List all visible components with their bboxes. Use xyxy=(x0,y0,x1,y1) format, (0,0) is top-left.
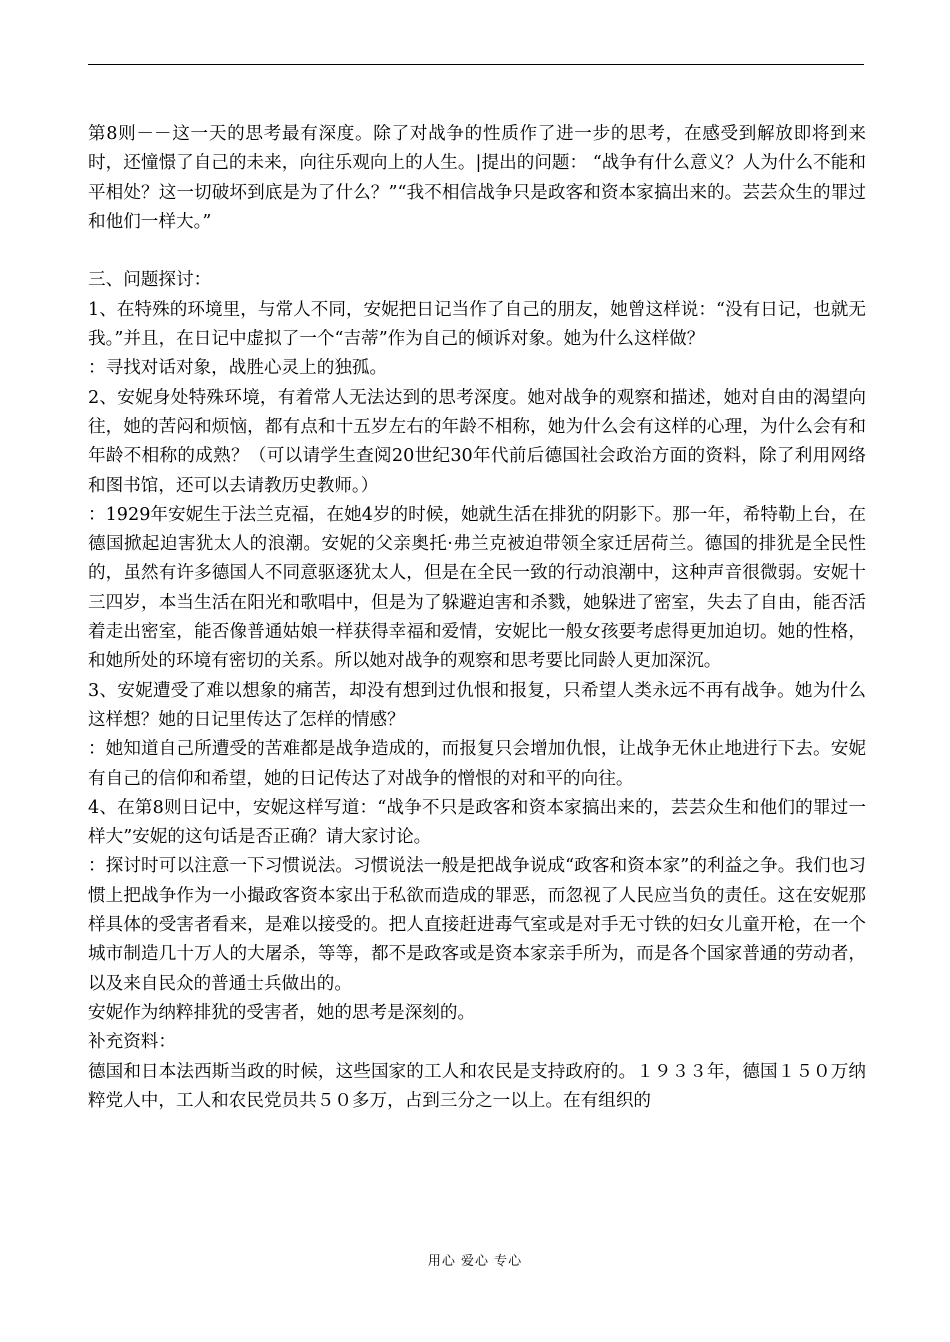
supplement-heading: 补充资料： xyxy=(88,1032,176,1053)
answer-4: ：探讨时可以注意一下习惯说法。习惯说法一般是把战争说成“政客和资本家”的利益之争。我们也习惯上把战争作为一小撮政客资本家出于私欲而造成的罪恶，而忽视了人民应当负的责任。这在安妮那样具体的受害者看来，是难以接受的。把人直接赶进毒气室或是对手无寸铁的妇女儿童开枪，在一个城市制造几十万人的大屠杀，等等，都不是政客或是资本家亲手所为，而是各个国家普通的劳动者，以及来自民众的普通士兵做出的。 xyxy=(88,856,866,994)
conclusion: 安妮作为纳粹排犹的受害者，她的思考是深刻的。 xyxy=(88,1002,476,1023)
supplement-text: 德国和日本法西斯当政的时候，这些国家的工人和农民是支持政府的。１９３３年，德国１５０万纳粹党人中，工人和农民党员共５０多万，占到三分之一以上。在有组织的 xyxy=(88,1061,866,1111)
page-footer: 用心 爱心 专心 xyxy=(427,1254,523,1269)
answer-2: ：1929年安妮生于法兰克福，在她4岁的时候，她就生活在排犹的阴影下。那一年，希特勒上台，在德国掀起迫害犹太人的浪潮。安妮的父亲奥托·弗兰克被迫带领全家迁居荷兰。德国的排犹是全民性的，虽然有许多德国人不同意驱逐犹太人，但是在全民一致的行动浪潮中，这种声音很微弱。安妮十三四岁，本当生活在阳光和歌唱中，但是为了躲避迫害和杀戮，她躲进了密室，失去了自由，能否活着走出密室，能否像普通姑娘一样获得幸福和爱情，安妮比一般女孩要考虑得更加迫切。她的性格，和她所处的环境有密切的关系。所以她对战争的观察和思考要比同龄人更加深沉。 xyxy=(88,504,866,672)
answer-1: ：寻找对话对象，战胜心灵上的独孤。 xyxy=(88,358,388,379)
document-body xyxy=(88,120,866,1116)
question-3: 3、安妮遭受了难以想象的痛苦，却没有想到过仇恨和报复，只希望人类永远不再有战争。她为什么这样想？她的日记里传达了怎样的情感？ xyxy=(88,680,866,730)
header-rule xyxy=(88,64,864,65)
question-4: 4、在第8则日记中，安妮这样写道：“战争不只是政客和资本家搞出来的，芸芸众生和他们的罪过一样大”安妮的这句话是否正确？请大家讨论。 xyxy=(88,797,866,848)
paragraph-diary-entry-8: 第8则－－这一天的思考最有深度。除了对战争的性质作了进一步的思考，在感受到解放即将到来时，还憧憬了自己的未来，向往乐观向上的人生。|提出的问题： “战争有什么意义？人为什么不能和平相处？这一切破坏到底是为了什么？”“我不相信战争只是政客和资本家搞出来的。芸芸众生的罪过和他们一样大。” xyxy=(88,124,866,232)
question-2: 2、安妮身处特殊环境，有着常人无法达到的思考深度。她对战争的观察和描述，她对自由的渴望向往，她的苦闷和烦恼，都有点和十五岁左右的年龄不相称，她为什么会有这样的心理，为什么会有和年龄不相称的成熟？（可以请学生查阅20世纪30年代前后德国社会政治方面的资料，除了利用网络和图书馆，还可以去请教历史教师。） xyxy=(88,387,866,496)
blank-line xyxy=(88,237,866,266)
answer-3: ：她知道自己所遭受的苦难都是战争造成的，而报复只会增加仇恨，让战争无休止地进行下去。安妮有自己的信仰和希望，她的日记传达了对战争的憎恨的对和平的向往。 xyxy=(88,739,866,789)
question-1: 1、在特殊的环境里，与常人不同，安妮把日记当作了自己的朋友，她曾这样说：“没有日记，也就无我。”并且，在日记中虚拟了一个“吉蒂”作为自己的倾诉对象。她为什么这样做？ xyxy=(88,299,866,350)
section-heading: 三、问题探讨： xyxy=(88,270,212,291)
